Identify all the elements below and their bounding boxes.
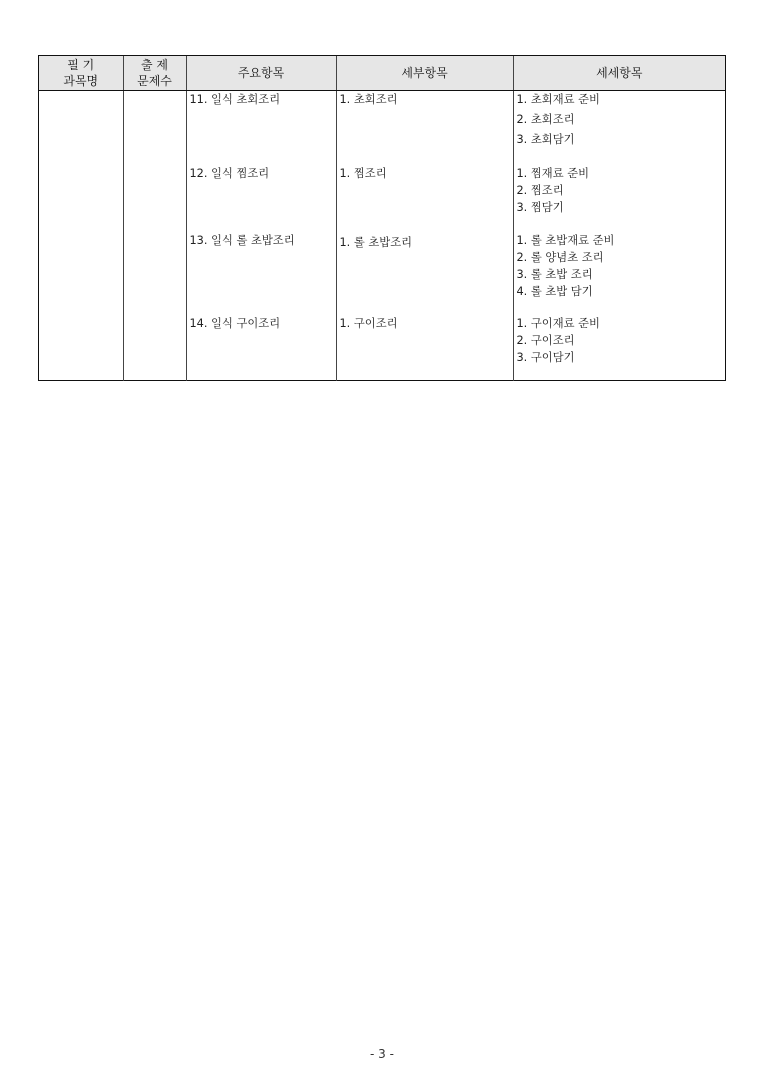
subdetail-item-cell bbox=[513, 91, 725, 382]
subdetail-item: 3. 찜담기 bbox=[516, 201, 564, 214]
header-subject bbox=[39, 56, 123, 91]
exam-criteria-table bbox=[38, 55, 726, 381]
header-question-count bbox=[123, 56, 186, 91]
page-number: - 3 - bbox=[370, 1047, 394, 1061]
subdetail-item: 2. 찜조리 bbox=[516, 184, 564, 197]
detail-item-text: 1. 구이조리 bbox=[339, 317, 398, 330]
header-detail-item: 세부항목 bbox=[336, 56, 513, 91]
header-subject-line2: 과목명 bbox=[63, 74, 99, 88]
detail-item-11 bbox=[340, 91, 511, 108]
main-item-text: 12. 일식 찜조리 bbox=[189, 167, 270, 180]
detail-item-14 bbox=[340, 315, 511, 332]
subdetail-item: 3. 롤 초밥 조리 bbox=[516, 268, 593, 281]
criteria-table bbox=[39, 56, 725, 381]
subdetail-group-14 bbox=[517, 315, 724, 366]
main-item-12 bbox=[190, 165, 334, 182]
subdetail-item: 1. 찜재료 준비 bbox=[516, 167, 590, 180]
subdetail-item: 1. 롤 초밥재료 준비 bbox=[516, 234, 615, 247]
subdetail-item: 2. 구이조리 bbox=[516, 334, 575, 347]
subdetail-group-13 bbox=[517, 232, 724, 300]
header-subject-line1: 필 기 bbox=[67, 58, 95, 72]
main-item-text: 14. 일식 구이조리 bbox=[189, 317, 281, 330]
main-item-13 bbox=[190, 232, 334, 249]
subdetail-group-12 bbox=[517, 165, 724, 216]
detail-item-12 bbox=[340, 165, 511, 182]
subdetail-item: 1. 초회재료 준비 bbox=[516, 93, 600, 106]
subdetail-item: 2. 초회조리 bbox=[516, 113, 575, 126]
header-subdetail-item: 세세항목 bbox=[513, 56, 725, 91]
main-item-11 bbox=[190, 91, 334, 108]
subdetail-item: 3. 초회담기 bbox=[516, 133, 575, 146]
detail-item-text: 1. 찜조리 bbox=[339, 167, 387, 180]
subdetail-group-11 bbox=[517, 91, 724, 151]
subdetail-item: 2. 롤 양념초 조리 bbox=[516, 251, 604, 264]
main-item-text: 13. 일식 롤 초밥조리 bbox=[189, 234, 295, 247]
header-row bbox=[39, 56, 725, 91]
main-item-cell bbox=[186, 91, 336, 382]
subdetail-item: 4. 롤 초밥 담기 bbox=[516, 285, 593, 298]
detail-item-13 bbox=[340, 234, 511, 251]
main-item-text: 11. 일식 초회조리 bbox=[189, 93, 281, 106]
body-row bbox=[39, 91, 725, 382]
header-count-line2: 문제수 bbox=[137, 74, 172, 88]
subdetail-item: 1. 구이재료 준비 bbox=[516, 317, 600, 330]
question-count-cell bbox=[123, 91, 186, 382]
main-item-14 bbox=[190, 315, 334, 332]
detail-item-cell bbox=[336, 91, 513, 382]
subject-cell bbox=[39, 91, 123, 382]
detail-item-text: 1. 초회조리 bbox=[339, 93, 398, 106]
subdetail-item: 3. 구이담기 bbox=[516, 351, 575, 364]
detail-item-text: 1. 롤 초밥조리 bbox=[339, 236, 413, 249]
header-main-item: 주요항목 bbox=[186, 56, 336, 91]
header-count-line1: 출 제 bbox=[141, 58, 168, 72]
